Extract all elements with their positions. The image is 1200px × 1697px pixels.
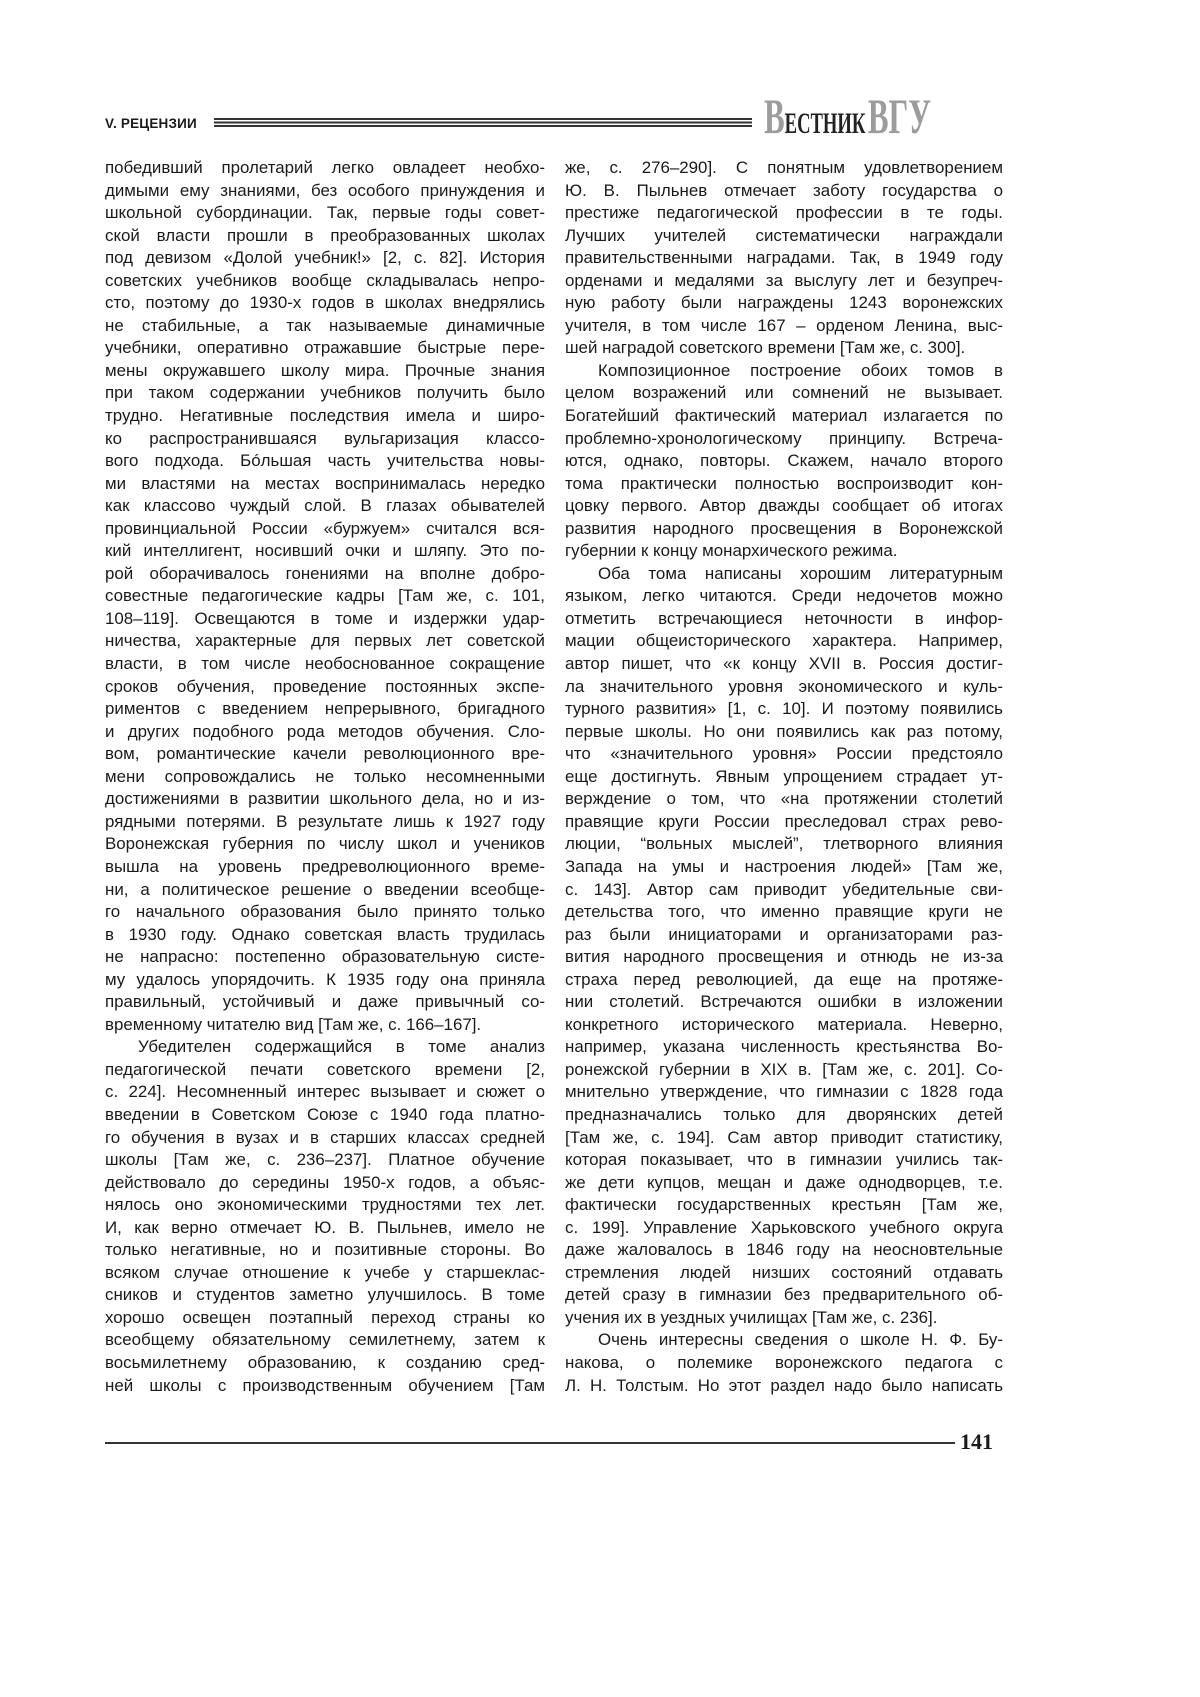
text-line: цовку первого. Автор дважды сообщает об итогах [565, 495, 1003, 518]
text-line: развития народного просвещения в Воронежской [565, 518, 1003, 541]
text-line: ла значительного уровня экономического и куль- [565, 676, 1003, 699]
text-line: с. 199]. Управление Харьковского учебного округа [565, 1217, 1003, 1240]
text-line: ются, однако, повторы. Скажем, начало второго [565, 450, 1003, 473]
text-line: Очень интересны сведения о школе Н. Ф. Бу- [565, 1329, 1003, 1352]
text-line: Запада на умы и настроения людей» [Там же, [565, 856, 1003, 879]
text-line: советских учебников вообще складывалась непро- [105, 270, 545, 293]
text-line: мены окружавшего школу мира. Прочные знания [105, 360, 545, 383]
text-line: власти, в том числе необоснованное сокращение [105, 653, 545, 676]
logo-first-letter: В [764, 92, 785, 140]
text-line: Богатейший фактический материал излагается по [565, 405, 1003, 428]
text-line: верждение о том, что «на протяжении столетий [565, 788, 1003, 811]
text-line: хорошо освещен поэтапный переход страны ко [105, 1307, 545, 1330]
text-line: вышла на уровень предреволюционного време- [105, 856, 545, 879]
text-line: совестные педагогические кадры [Там же, с. 101, [105, 585, 545, 608]
text-line: накова, о полемике воронежского педагога с [565, 1352, 1003, 1375]
text-line: целом возражений или сомнений не вызывает. [565, 382, 1003, 405]
text-line: при таком содержании учебников получить было [105, 382, 545, 405]
text-line: с. 224]. Несомненный интерес вызывает и сюжет о [105, 1081, 545, 1104]
text-line: правильный, устойчивый и даже привычный со- [105, 991, 545, 1014]
text-line: ми властями на местах воспринималась нередко [105, 473, 545, 496]
text-line: ронежской губернии в XIX в. [Там же, с. 201]. Со- [565, 1059, 1003, 1082]
text-line: фактически государственных крестьян [Там же, [565, 1194, 1003, 1217]
text-line: достижениями в развитии школьного дела, но и из- [105, 788, 545, 811]
text-line: проблемно-хронологическому принципу. Встреча- [565, 428, 1003, 451]
text-line: Лучших учителей систематически награждали [565, 225, 1003, 248]
text-line: му удалось упорядочить. К 1935 году она приняла [105, 969, 545, 992]
text-line: мнительно утверждение, что гимназии с 1828 года [565, 1081, 1003, 1104]
text-line: в 1930 году. Однако советская власть трудилась [105, 924, 545, 947]
text-line: нялось оно экономическими трудностями тех лет. [105, 1194, 545, 1217]
text-line: учителя, в том числе 167 – орденом Ленина, выс- [565, 315, 1003, 338]
paragraph [565, 157, 1003, 360]
journal-logo [764, 92, 1004, 140]
text-line: и других подобного рода методов обучения. Сло- [105, 721, 545, 744]
text-line: победивший пролетарий легко овладеет необхо- [105, 157, 545, 180]
text-line: страха перед революцией, да еще на протяже- [565, 969, 1003, 992]
paragraph [565, 360, 1003, 563]
text-line: нии столетий. Встречаются ошибки в изложении [565, 991, 1003, 1014]
text-line: например, указана численность крестьянства Во- [565, 1036, 1003, 1059]
text-line: отметить встречающиеся неточности в инфор- [565, 608, 1003, 631]
text-line: Оба тома написаны хорошим литературным [565, 563, 1003, 586]
text-line: раз были инициаторами и организаторами раз- [565, 924, 1003, 947]
text-line: шей наградой советского времени [Там же, с. 300]. [565, 337, 1003, 360]
text-line: сто, поэтому до 1930-х годов в школах внедрялись [105, 292, 545, 315]
text-line: сроков обучения, проведение постоянных экспе- [105, 676, 545, 699]
text-line: ской власти прошли в преобразованных школах [105, 225, 545, 248]
text-column-left [105, 157, 545, 1397]
text-line: детей сразу в гимназии без предварительного об- [565, 1284, 1003, 1307]
text-line: всеобщему обязательному семилетнему, затем к [105, 1329, 545, 1352]
paragraph [565, 563, 1003, 1330]
text-line: Воронежская губерния по числу школ и учеников [105, 833, 545, 856]
text-line: Ю. В. Пыльнев отмечает заботу государства о [565, 180, 1003, 203]
text-line: турного развития» [1, с. 10]. И поэтому появились [565, 698, 1003, 721]
text-line: детельства того, что именно правящие круги не [565, 901, 1003, 924]
logo-suffix: ВГУ [868, 92, 931, 140]
text-line: Композиционное построение обоих томов в [565, 360, 1003, 383]
paragraph [105, 1036, 545, 1397]
text-line: педагогической печати советского времени [2, [105, 1059, 545, 1082]
text-line: трудно. Негативные последствия имела и широ- [105, 405, 545, 428]
text-line: всяком случае отношение к учебе у старшеклас- [105, 1262, 545, 1285]
text-line: восьмилетнему образованию, к созданию сред- [105, 1352, 545, 1375]
text-line: димыми ему знаниями, без особого принуждения и [105, 180, 545, 203]
text-line: ничества, характерные для первых лет советской [105, 630, 545, 653]
text-line: еще достигнуть. Явным упрощением страдает ут- [565, 766, 1003, 789]
text-line: под девизом «Долой учебник!» [2, с. 82]. История [105, 247, 545, 270]
text-line: правительственными наградами. Так, в 1949 году [565, 247, 1003, 270]
text-line: вом, романтические качели революционного вре- [105, 743, 545, 766]
text-line: орденами и медалями за выслугу лет и безупреч- [565, 270, 1003, 293]
text-line: ни, а политическое решение о введении всеобще- [105, 879, 545, 902]
text-line: мени сопровождались не только несомненными [105, 766, 545, 789]
text-line: 108–119]. Освещаются в томе и издержки удар- [105, 608, 545, 631]
text-line: [Там же, с. 194]. Сам автор приводит статистику, [565, 1127, 1003, 1150]
text-line: что «значительного уровня» России предстояло [565, 743, 1003, 766]
text-line: правящие круги России преследовал страх рево- [565, 811, 1003, 834]
text-line: конкретного исторического материала. Неверно, [565, 1014, 1003, 1037]
text-line: даже жаловалось в 1846 году на неосновтельные [565, 1239, 1003, 1262]
text-line: предназначались только для дворянских детей [565, 1104, 1003, 1127]
text-line: автор пишет, что «к концу XVII в. Россия достиг- [565, 653, 1003, 676]
text-line: го обучения в вузах и в старших классах средней [105, 1127, 545, 1150]
text-line: ко распространившаяся вульгаризация классо- [105, 428, 545, 451]
text-line: ную работу были награждены 1243 воронежских [565, 292, 1003, 315]
text-line: люции, “вольных мыслей”, тлетворного влияния [565, 833, 1003, 856]
text-line: го начального образования было принято только [105, 901, 545, 924]
paragraph [105, 157, 545, 1036]
header-rule [214, 118, 752, 127]
text-line: Убедителен содержащийся в томе анализ [105, 1036, 545, 1059]
text-line: которая показывает, что в гимназии учились так- [565, 1149, 1003, 1172]
paragraph [565, 1329, 1003, 1397]
text-line: престиже педагогической профессии в те годы. [565, 202, 1003, 225]
text-line: не напрасно: постепенно образовательную систе- [105, 946, 545, 969]
text-line: языком, легко читаются. Среди недочетов можно [565, 585, 1003, 608]
text-line: И, как верно отмечает Ю. В. Пыльнев, имело не [105, 1217, 545, 1240]
text-line: провинциальной России «буржуем» считался вся- [105, 518, 545, 541]
text-line: вого подхода. Бóльшая часть учительства новы- [105, 450, 545, 473]
text-line: же дети купцов, мещан и даже однодворцев, т.е. [565, 1172, 1003, 1195]
logo-word: ЕСТНИК [785, 100, 866, 148]
text-line: учебники, оперативно отражавшие быстрые пере- [105, 337, 545, 360]
text-line: тома практически полностью воспроизводит кон- [565, 473, 1003, 496]
footer-rule [105, 1442, 955, 1444]
text-line: риментов с введением непрерывного, бригадного [105, 698, 545, 721]
text-line: ней школы с производственным обучением [Там [105, 1375, 545, 1398]
text-line: школьной субординации. Так, первые годы совет- [105, 202, 545, 225]
text-line: вития народного просвещения и отнюдь не из-за [565, 946, 1003, 969]
text-line: временному читателю вид [Там же, с. 166–167]. [105, 1014, 545, 1037]
text-line: же, с. 276–290]. С понятным удовлетворением [565, 157, 1003, 180]
text-line: только негативные, но и позитивные стороны. Во [105, 1239, 545, 1262]
text-line: мации общеисторического характера. Например, [565, 630, 1003, 653]
text-line: Л. Н. Толстым. Но этот раздел надо было написать [565, 1375, 1003, 1398]
text-line: губернии к концу монархического режима. [565, 540, 1003, 563]
section-title: V. РЕЦЕНЗИИ [105, 116, 197, 131]
text-line: учения их в уездных училищах [Там же, с. 236]. [565, 1307, 1003, 1330]
page-number: 141 [960, 1429, 993, 1455]
text-line: кий интеллигент, носивший очки и шляпу. Это по- [105, 540, 545, 563]
text-line: сников и студентов заметно улучшилось. В томе [105, 1284, 545, 1307]
text-line: рой оборачивалось гонениями на вполне добро- [105, 563, 545, 586]
text-column-right [565, 157, 1003, 1397]
text-line: действовало до середины 1950-х годов, а объяс- [105, 1172, 545, 1195]
text-line: первые школы. Но они появились как раз потому, [565, 721, 1003, 744]
text-line: с. 143]. Автор сам приводит убедительные сви- [565, 879, 1003, 902]
text-line: введении в Советском Союзе с 1940 года платно- [105, 1104, 545, 1127]
text-line: как классово чуждый слой. В глазах обывателей [105, 495, 545, 518]
text-line: стремления людей низших состояний отдавать [565, 1262, 1003, 1285]
text-line: рядными потерями. В результате лишь к 1927 году [105, 811, 545, 834]
text-line: не стабильные, а так называемые динамичные [105, 315, 545, 338]
text-line: школы [Там же, с. 236–237]. Платное обучение [105, 1149, 545, 1172]
